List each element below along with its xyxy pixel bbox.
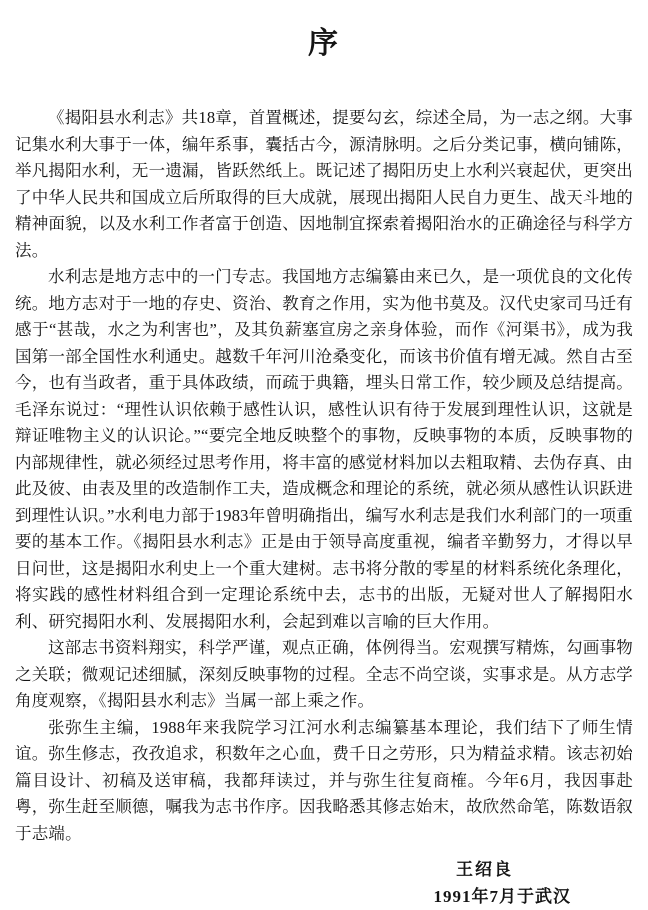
preface-body [15,105,633,847]
paragraph-3: 这部志书资料翔实，科学严谨，观点正确，体例得当。宏观撰写精炼，勾画事物之关联；微观记述细腻，深刻反映事物的过程。全志不尚空谈，实事求是。从方志学角度观察，《揭阳县水利志》当属一部上乘之作。 [15,638,633,710]
paragraph-1: 《揭阳县水利志》共18章，首置概述，提要勾玄，综述全局，为一志之纲。大事记集水利大事于一体，编年系事，囊括古今，源清脉明。之后分类记事，横向铺陈，举凡揭阳水利，无一遗漏，皆跃然纸上。既记述了揭阳历史上水利兴衰起伏，更突出了中华人民共和国成立后所取得的巨大成就，展现出揭阳人民自力更生、战天斗地的精神面貌，以及水利工作者富于创造、因地制宜探索着揭阳治水的正确途径与科学方法。 [15,108,633,260]
paragraph-4: 张弥生主编，1988年来我院学习江河水利志编纂基本理论，我们结下了师生情谊。弥生修志，孜孜追求，积数年之心血，费千日之劳形，只为精益求精。该志初始篇目设计、初稿及送审稿，我都拜读过，并与弥生往复商榷。今年6月，我因事赴粤，弥生赶至顺德，嘱我为志书作序。因我略悉其修志始末，故欣然命笔，陈数语叙于志端。 [15,717,633,843]
signature-block [15,856,633,910]
signature-date: 1991年7月于武汉 [433,887,571,906]
page-title: 序 [308,27,340,60]
signature-name: 王绍良 [456,860,513,879]
paragraph-2: 水利志是地方志中的一门专志。我国地方志编纂由来已久，是一项优良的文化传统。地方志对于一地的存史、资治、教育之作用，实为他书莫及。汉代史家司马迁有感于“甚哉，水之为利害也”，及其负薪塞宣房之亲身体验，而作《河渠书》，成为我国第一部全国性水利通史。越数千年河川沧桑变化，而该书价值有增无减。然自古至今，也有当政者，重于具体政绩，而疏于典籍，埋头日常工作，较少顾及总结提高。毛泽东说过：“理性认识依赖于感性认识，感性认识有待于发展到理性认识，这就是辩证唯物主义的认识论。”“要完全地反映整个的事物，反映事物的本质，反映事物的内部规律性，就必须经过思考作用，将丰富的感觉材料加以去粗取精、去伪存真、由此及彼、由表及里的改造制作工夫，造成概念和理论的系统，就必须从感性认识跃进到理性认识。”水利电力部于1983年曾明确指出，编写水利志是我们水利部门的一项重要的基本工作。《揭阳县水利志》正是由于领导高度重视，编者辛勤努力，才得以早日问世，这是揭阳水利史上一个重大建树。志书将分散的零星的材料系统化条理化，将实践的感性材料组合到一定理论系统中去，志书的出版，无疑对世人了解揭阳水利、研究揭阳水利、发展揭阳水利，会起到难以言喻的巨大作用。 [15,267,633,631]
